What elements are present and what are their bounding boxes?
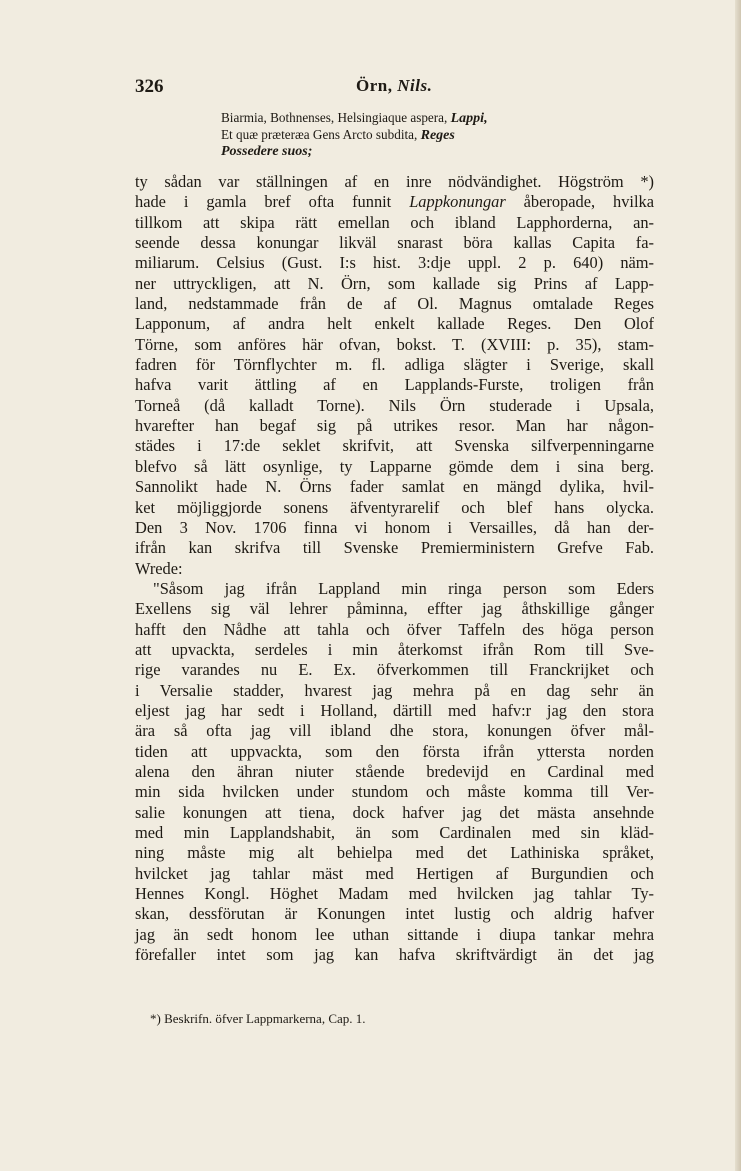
body-line-text: fadren för Törnflychter m. fl. adliga slägter i Sverige, skall <box>135 355 654 375</box>
verse-line-2-text: Et quæ præteræa Gens Arcto subdita, <box>221 127 418 142</box>
body-line-text: Exellens sig väl lehrer påminna, effter jag åthskillige gånger <box>135 599 654 619</box>
verse-line-1-text: Biarmia, Bothnenses, Helsingiaque aspera, <box>221 110 448 125</box>
body-line-text: förefaller intet som jag kan hafva skriftvärdigt än det jag <box>135 945 654 965</box>
body-line-text: Wrede: <box>135 558 183 578</box>
body-line-text: med min Lapplandshabit, än som Cardinalen med sin kläd- <box>135 823 654 842</box>
body-line-text: hvarefter han begaf sig på utrikes resor. Man har någon- <box>135 416 654 436</box>
body-line <box>135 314 654 334</box>
body-line <box>135 721 654 741</box>
body-line <box>135 904 654 924</box>
body-line <box>135 396 654 416</box>
body-line-text: tillkom att skipa rätt emellan och ibland Lapphorderna, an- <box>135 212 654 232</box>
body-line-text: skan, dessförutan är Konungen intet lustig och aldrig hafver <box>135 904 654 924</box>
body-line-text: seende dessa konungar likväl snarast böra kallas Capita fa- <box>135 233 654 253</box>
footnote: *) Beskrifn. öfver Lappmarkerna, Cap. 1. <box>150 1011 366 1026</box>
body-line-text: ner uttryckligen, att N. Örn, som kallade sig Prins af Lapp- <box>135 273 654 293</box>
running-head <box>356 76 432 96</box>
body-line-text: tiden att uppvackta, som den första ifrån yttersta norden <box>135 741 654 761</box>
body-line <box>135 538 654 558</box>
body-line-text: Den 3 Nov. 1706 finna vi honom i Versailles, då han der- <box>135 517 654 537</box>
verse-line-2 <box>221 127 581 144</box>
body-line <box>135 375 654 395</box>
running-head-surname: Örn, <box>356 76 393 95</box>
body-line-text: att upvackta, serdeles i min återkomst ifrån Rom till Sve- <box>135 639 654 659</box>
body-line <box>135 823 654 843</box>
body-line <box>135 192 654 212</box>
body-line <box>135 579 654 599</box>
body-line-text: rige varandes nu E. Ex. öfverkommen till Franckrijket och <box>135 660 654 680</box>
verse-line-1-emphasis: Lappi, <box>450 111 488 126</box>
body-line <box>135 701 654 721</box>
body-line-text: hafva varit ättling af en Lapplands-Furste, troligen från <box>135 375 654 395</box>
body-line <box>135 335 654 355</box>
body-line <box>135 640 654 660</box>
body-line-text: hvilcket jag tahlar mäst med Hertigen af Burgundien och <box>135 863 654 883</box>
running-head-given: Nils. <box>397 76 433 95</box>
body-line <box>135 620 654 640</box>
body-line <box>135 518 654 538</box>
body-line-text: Hennes Kongl. Höghet Madam med hvilcken jag tahlar Ty- <box>135 884 654 904</box>
body-line <box>135 416 654 436</box>
body-line <box>135 213 654 233</box>
body-line <box>135 803 654 823</box>
body-line <box>135 925 654 945</box>
body-line <box>135 274 654 294</box>
body-line-text: land, nedstammade från de af Ol. Magnus omtalade Reges <box>135 294 654 314</box>
body-line-text: Törne, som anföres här ofvan, bokst. T. (XVIII: p. 35), stam- <box>135 334 654 354</box>
body-line-text: ty sådan var ställningen af en inre nödvändighet. Högström *) <box>135 172 654 191</box>
italic-term: Lappkonungar <box>409 192 506 212</box>
body-line-text: Lapponum, af andra helt enkelt kallade Reges. Den Olof <box>135 314 654 334</box>
page-number: 326 <box>135 76 164 97</box>
body-line <box>135 233 654 253</box>
body-line-text: alena den ähran niuter stående bredevijd en Cardinal med <box>135 761 654 781</box>
body-line <box>135 782 654 802</box>
body-line-text: ning måste mig alt behielpa med det Lathiniska språket, <box>135 843 654 863</box>
body-line-text: blefvo så lätt osynlige, ty Lapparne gömde dem i sina berg. <box>135 456 654 476</box>
verse-quotation <box>221 110 581 160</box>
body-line <box>135 498 654 518</box>
body-line <box>135 559 654 579</box>
body-line <box>135 864 654 884</box>
body-line <box>135 457 654 477</box>
body-line-text: åberopade, hvilka <box>505 192 654 212</box>
body-line <box>135 599 654 619</box>
verse-line-1 <box>221 110 581 127</box>
body-text <box>135 172 654 965</box>
body-line <box>135 884 654 904</box>
body-line-text: hafft den Nådhe att tahla och öfver Taffeln des höga person <box>135 619 654 639</box>
body-line <box>135 742 654 762</box>
body-line-text: ära så ofta jag vill ibland dhe stora, konungen öfver mål- <box>135 721 654 741</box>
body-line-text: Sannolikt hade N. Örns fader samlat en mängd dylika, hvil- <box>135 477 654 497</box>
page-edge <box>735 0 741 1171</box>
body-line <box>135 355 654 375</box>
body-line-text: ket möjliggjorde sonens äfventyrarelif och blef hans olycka. <box>135 497 654 517</box>
body-line-text: "Såsom jag ifrån Lappland min ringa person som Eders <box>153 578 654 598</box>
page-header <box>135 76 655 100</box>
body-line <box>135 436 654 456</box>
body-line <box>135 294 654 314</box>
verse-line-2-emphasis: Reges <box>420 128 455 143</box>
body-line <box>135 477 654 497</box>
body-line-text: miliarum. Celsius (Gust. I:s hist. 3:dje uppl. 2 p. 640) näm- <box>135 253 654 273</box>
body-line <box>135 172 654 192</box>
body-line <box>135 843 654 863</box>
body-line-text: i Versalie stadder, hvarest jag mehra på en dag sehr än <box>135 680 654 700</box>
body-line-text: ifrån kan skrifva till Svenske Premierministern Grefve Fab. <box>135 538 654 558</box>
body-line <box>135 660 654 680</box>
body-line-text: min sida hvilcken under stundom och måste komma till Ver- <box>135 782 654 802</box>
body-line <box>135 945 654 965</box>
verse-line-3: Possedere suos; <box>221 144 313 159</box>
body-line-text: jag än sedt honom lee uthan sittande i diupa tankar mehra <box>135 924 654 944</box>
body-line <box>135 762 654 782</box>
body-line-text: städes i 17:de seklet skrifvit, att Svenska silfverpenningarne <box>135 436 654 456</box>
body-line-text: eljest jag har sedt i Holland, därtill med hafv:r jag den stora <box>135 700 654 720</box>
body-line-text: salie konungen att tiena, dock hafver jag det mästa ansehnde <box>135 802 654 822</box>
body-line <box>135 681 654 701</box>
body-line <box>135 253 654 273</box>
body-line-text: hade i gamla bref ofta funnit <box>135 192 410 212</box>
body-line-text: Torneå (då kalladt Torne). Nils Örn studerade i Upsala, <box>135 395 654 415</box>
